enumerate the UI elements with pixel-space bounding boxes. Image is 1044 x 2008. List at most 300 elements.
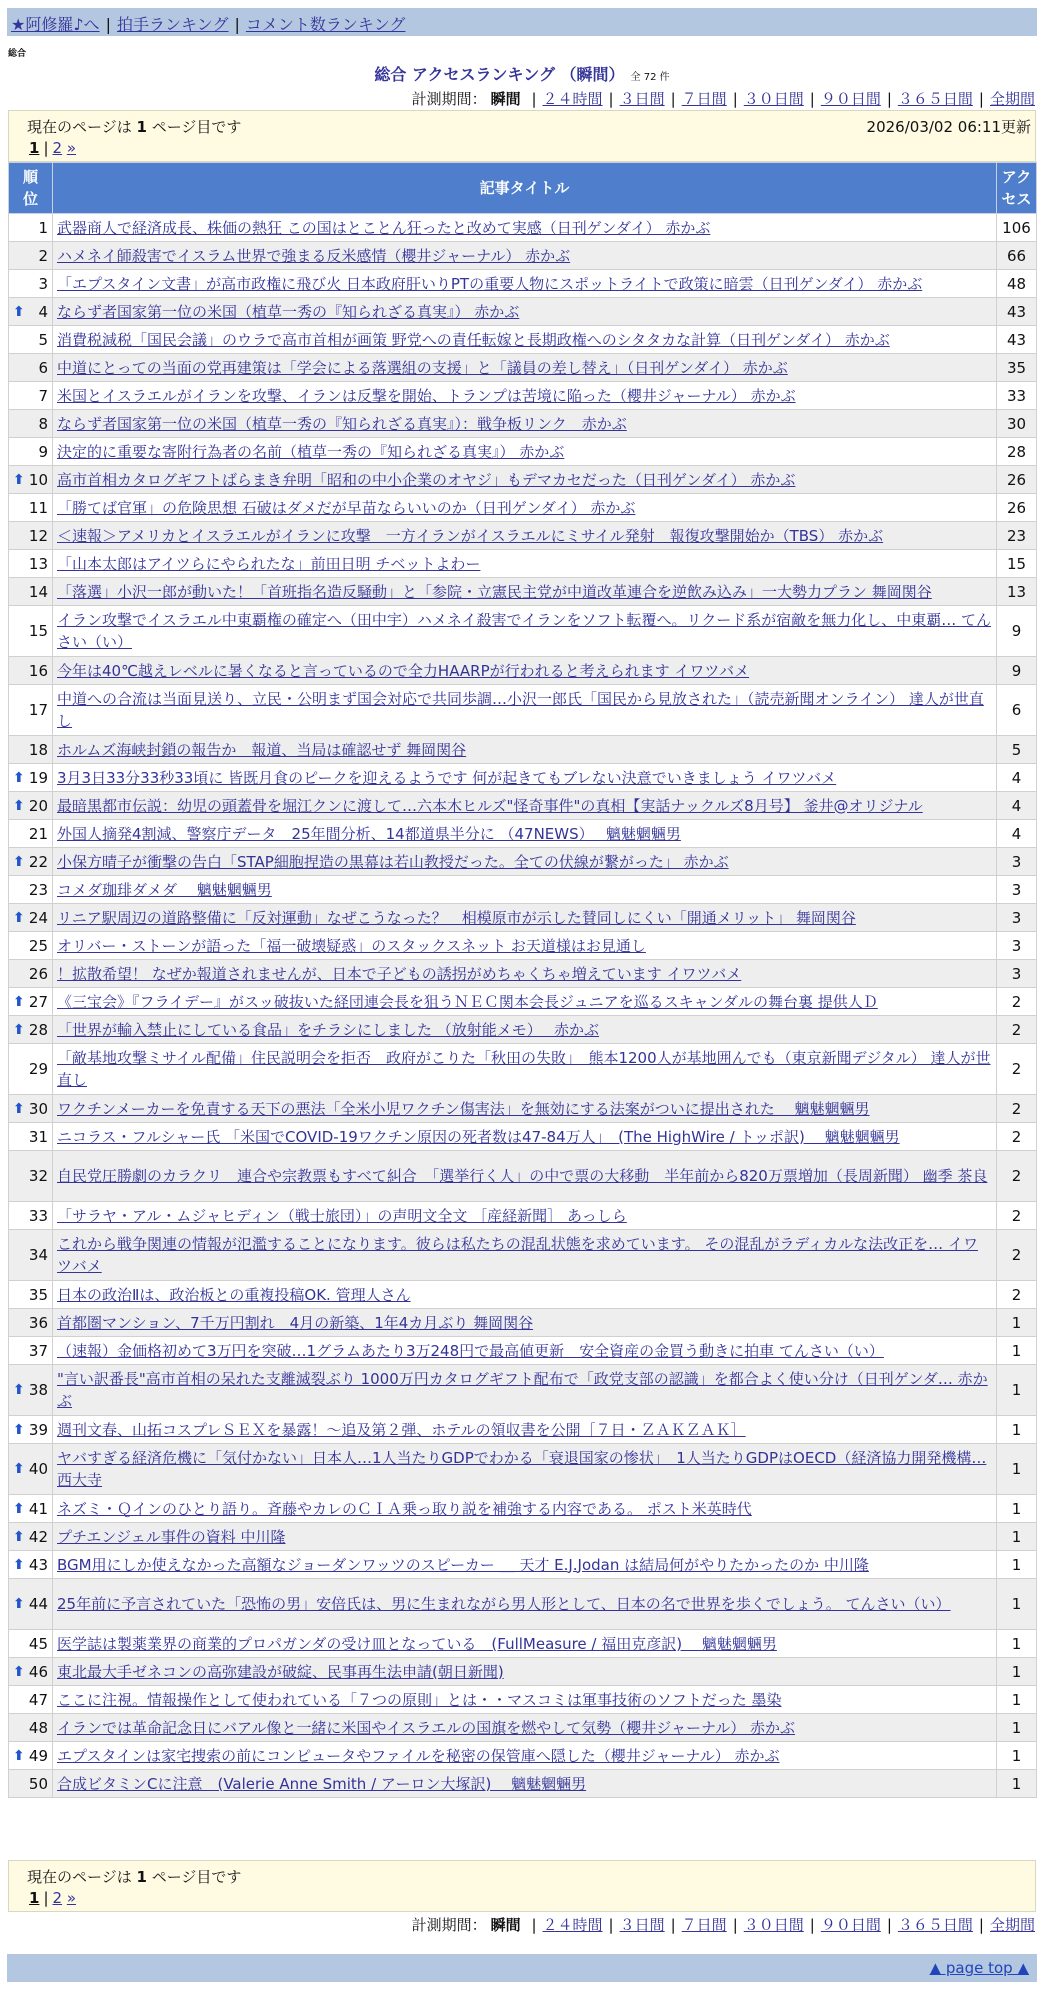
table-row xyxy=(9,1151,1037,1202)
rank-cell xyxy=(9,1365,53,1416)
nav-applause-ranking-link[interactable]: 拍手ランキング xyxy=(116,15,229,34)
rank-number: 31 xyxy=(28,1127,48,1146)
rank-cell xyxy=(9,214,53,242)
title-cell xyxy=(53,1123,997,1151)
rank-number: 2 xyxy=(38,246,48,265)
rank-cell xyxy=(9,270,53,298)
access-count: 1 xyxy=(997,1742,1037,1770)
rank-cell xyxy=(9,354,53,382)
article-title-link[interactable]: イランでは革命記念日にバアル像と一緒に米国やイスラエルの国旗を燃やして気勢（櫻井ジャーナル） 赤かぶ xyxy=(57,1718,795,1737)
title-cell xyxy=(53,298,997,326)
rank-cell xyxy=(9,578,53,606)
title-cell xyxy=(53,354,997,382)
rank-cell xyxy=(9,606,53,657)
page-info-text xyxy=(27,116,241,137)
title-cell xyxy=(53,1742,997,1770)
article-title-link[interactable]: 中道への合流は当面見送り、立民・公明まず国会対応で共同歩調…小沢一郎氏「国民から見放された」（読売新聞オンライン） 達人が世直し xyxy=(57,690,984,730)
article-title-link[interactable]: 最暗黒都市伝説：幼児の頭蓋骨を堀江クンに渡して…六本木ヒルズ"怪奇事件"の真相【実話ナックルズ8月号】 釜井@オリジナル xyxy=(57,796,923,815)
rank-number: 16 xyxy=(28,661,48,680)
table-row xyxy=(9,438,1037,466)
period-link[interactable]: ３０日間 xyxy=(743,1916,804,1934)
title-cell xyxy=(53,1095,997,1123)
up-arrow-icon: ⬆ xyxy=(13,1747,25,1764)
pager xyxy=(29,1889,76,1907)
article-title-link[interactable]: 週刊文春、山拓コスプレＳＥＸを暴露！～追及第２弾、ホテルの領収書を公開［７日・ＺＡＫＺＡＫ］ xyxy=(57,1420,746,1439)
access-count: 1 xyxy=(997,1444,1037,1495)
rank-number: 40 xyxy=(28,1460,48,1478)
rank-number: 1 xyxy=(38,218,48,237)
title-cell xyxy=(53,1365,997,1416)
article-title-link[interactable]: 外国人摘発4割減、警察庁データ 25年間分析、14都道県半分に （47NEWS） 魑魅魍魎男 xyxy=(57,824,681,843)
rank-cell xyxy=(9,736,53,764)
up-arrow-icon: ⬆ xyxy=(13,303,25,320)
pager xyxy=(29,139,76,157)
access-count: 1 xyxy=(997,1551,1037,1579)
access-count: 4 xyxy=(997,792,1037,820)
up-arrow-icon: ⬆ xyxy=(13,471,25,488)
up-arrow-icon: ⬆ xyxy=(13,1500,25,1517)
up-arrow-icon: ⬆ xyxy=(13,1382,25,1398)
title-cell xyxy=(53,1044,997,1095)
article-title-link[interactable]: ヤバすぎる経済危機に「気付かない」日本人…1人当たりGDPでわかる「衰退国家の惨状」 1人当たりGDPはOECD（経済協力開発機構… 西大寺 xyxy=(57,1449,987,1489)
period-link[interactable]: ３日間 xyxy=(619,90,665,108)
title-cell xyxy=(53,1714,997,1742)
up-arrow-icon: ⬆ xyxy=(13,1461,25,1477)
article-title-link[interactable]: 合成ビタミンCに注意 (Valerie Anne Smith / アーロン大塚訳) 魑魅魍魎男 xyxy=(57,1774,587,1793)
title-cell xyxy=(53,382,997,410)
rank-number: 32 xyxy=(28,1167,48,1185)
table-row xyxy=(9,932,1037,960)
pager-next-link[interactable]: » xyxy=(66,139,77,157)
title-cell xyxy=(53,326,997,354)
rank-number: 47 xyxy=(28,1690,48,1709)
access-count: 23 xyxy=(997,522,1037,550)
access-count: 3 xyxy=(997,876,1037,904)
period-separator: | xyxy=(886,90,892,108)
title-cell xyxy=(53,1016,997,1044)
title-cell xyxy=(53,932,997,960)
table-row xyxy=(9,1095,1037,1123)
pager-separator: | xyxy=(43,139,49,157)
table-row xyxy=(9,354,1037,382)
access-count: 33 xyxy=(997,382,1037,410)
rank-number: 4 xyxy=(38,302,48,321)
rank-number: 39 xyxy=(28,1420,48,1439)
title-cell xyxy=(53,466,997,494)
page-info-box-top xyxy=(8,110,1036,162)
article-title-link[interactable]: コメダ珈琲ダメダ 魑魅魍魎男 xyxy=(57,880,272,899)
rank-cell xyxy=(9,1742,53,1770)
table-row xyxy=(9,522,1037,550)
table-row xyxy=(9,1337,1037,1365)
article-title-link[interactable]: ＜速報＞アメリカとイスラエルがイランに攻撃 一方イランがイスラエルにミサイル発射 報復攻撃開始か（TBS） 赤かぶ xyxy=(57,526,884,545)
up-arrow-icon: ⬆ xyxy=(13,1421,25,1438)
article-title-link[interactable]: 「勝てば官軍」の危険思想 石破はダメだが早苗ならいいのか（日刊ゲンダイ） 赤かぶ xyxy=(57,498,636,517)
table-row xyxy=(9,382,1037,410)
rank-cell xyxy=(9,242,53,270)
title-cell xyxy=(53,494,997,522)
article-title-link[interactable]: 3月3日33分33秒33頃に 皆既月食のピークを迎えるようです 何が起きてもブレない決意でいきましょう イワツバメ xyxy=(57,768,837,787)
table-row xyxy=(9,1016,1037,1044)
rank-number: 5 xyxy=(38,330,48,349)
access-count: 9 xyxy=(997,657,1037,685)
access-count: 1 xyxy=(997,1416,1037,1444)
title-cell xyxy=(53,1551,997,1579)
rank-number: 37 xyxy=(28,1341,48,1360)
title-cell xyxy=(53,270,997,298)
access-count: 1 xyxy=(997,1523,1037,1551)
table-row xyxy=(9,1444,1037,1495)
table-row xyxy=(9,764,1037,792)
rank-number: 14 xyxy=(28,582,48,601)
updated-timestamp: 2026/03/02 06:11更新 xyxy=(866,118,1031,136)
title-cell xyxy=(53,1523,997,1551)
up-arrow-icon: ⬆ xyxy=(13,993,25,1010)
table-row xyxy=(9,1551,1037,1579)
access-count: 1 xyxy=(997,1686,1037,1714)
page-info-prefix: 現在のページは xyxy=(27,118,132,136)
article-title-link[interactable]: 「敵基地攻撃ミサイル配備」住民説明会を拒否 政府がこりた「秋田の失敗」 熊本1200人が基地囲んでも（東京新聞デジタル） 達人が世直し xyxy=(57,1049,991,1089)
rank-cell xyxy=(9,1686,53,1714)
ranking-table xyxy=(8,162,1037,1798)
rank-number: 38 xyxy=(28,1381,48,1399)
page-info-prefix: 現在のページは xyxy=(27,1868,132,1886)
period-link[interactable]: ９０日間 xyxy=(820,90,881,108)
article-title-link[interactable]: リニア駅周辺の道路整備に「反対運動」なぜこうなった？ 相模原市が示した賛同しにくい「開通メリット」 舞岡関谷 xyxy=(57,908,856,927)
nav-separator: | xyxy=(105,15,111,34)
period-link[interactable]: 全期間 xyxy=(989,1916,1035,1934)
table-row xyxy=(9,1230,1037,1281)
rank-number: 43 xyxy=(28,1555,48,1574)
article-title-link[interactable]: 25年前に予言されていた「恐怖の男」安倍氏は、男に生まれながら男人形として、日本の名で世界を歩くでしょう。 てんさい（い） xyxy=(57,1595,951,1613)
period-link[interactable]: ２４時間 xyxy=(542,90,603,108)
table-row xyxy=(9,214,1037,242)
period-link[interactable]: ３６５日間 xyxy=(897,1916,973,1934)
access-count: 1 xyxy=(997,1658,1037,1686)
rank-number: 41 xyxy=(28,1499,48,1518)
article-title-link[interactable]: 「エプスタイン文書」が高市政権に飛び火 日本政府肝いりPTの重要人物にスポットライトで政策に暗雲（日刊ゲンダイ） 赤かぶ xyxy=(57,274,923,293)
access-count: 35 xyxy=(997,354,1037,382)
rank-number: 45 xyxy=(28,1634,48,1653)
page-info-suffix: ページ目です xyxy=(151,118,242,136)
rank-number: 44 xyxy=(28,1595,48,1613)
article-title-link[interactable]: 《三宝会》『フライデー』がスッ破抜いた経団連会長を狙うＮＥＣ関本会長ジュニアを巡るスキャンダルの舞台裏 提供人Ｄ xyxy=(57,992,878,1011)
access-count: 1 xyxy=(997,1365,1037,1416)
access-count: 5 xyxy=(997,736,1037,764)
article-title-link[interactable]: ホルムズ海峡封鎖の報告か 報道、当局は確認せず 舞岡関谷 xyxy=(57,740,467,759)
access-count: 1 xyxy=(997,1630,1037,1658)
rank-cell xyxy=(9,685,53,736)
title-cell xyxy=(53,1416,997,1444)
rank-number: 18 xyxy=(28,740,48,759)
access-count: 2 xyxy=(997,1202,1037,1230)
article-title-link[interactable]: プチエンジェル事件の資料 中川隆 xyxy=(57,1527,286,1546)
period-separator: | xyxy=(531,1916,537,1934)
article-title-link[interactable]: イラン攻撃でイスラエル中東覇権の確定へ（田中宇）ハメネイ殺害でイランをソフト転覆へ。リクード系が宿敵を無力化し、中東覇… てんさい（い） xyxy=(57,611,992,651)
period-separator: | xyxy=(809,90,815,108)
article-title-link[interactable]: 「世界が輸入禁止にしている食品」をチラシにしました （放射能メモ） 赤かぶ xyxy=(57,1020,600,1039)
table-row xyxy=(9,1714,1037,1742)
article-title-link[interactable]: "言い訳番長"高市首相の呆れた支離滅裂ぶり 1000万円カタログギフト配布で「政党支部の認識」を都合よく使い分け（日刊ゲンダ… 赤かぶ xyxy=(57,1370,988,1410)
ranking-title-text: 総合 アクセスランキング （瞬間） xyxy=(374,65,625,84)
up-arrow-icon: ⬆ xyxy=(13,769,25,786)
access-count: 3 xyxy=(997,960,1037,988)
rank-number: 50 xyxy=(28,1774,48,1793)
pager-next-link[interactable]: » xyxy=(66,1889,77,1907)
period-link[interactable]: ７日間 xyxy=(681,90,727,108)
table-row xyxy=(9,1309,1037,1337)
rank-cell xyxy=(9,494,53,522)
table-row xyxy=(9,578,1037,606)
article-title-link[interactable]: 小保方晴子が衝撃の告白「STAP細胞捏造の黒幕は若山教授だった。全ての伏線が繋がった」 赤かぶ xyxy=(57,852,729,871)
article-title-link[interactable]: ネズミ・Ｑインのひとり語り。斉藤やカレのＣＩＡ乗っ取り説を補強する内容である。 ポスト米英時代 xyxy=(57,1499,752,1518)
rank-cell xyxy=(9,1095,53,1123)
page-top-link[interactable]: ▲ page top ▲ xyxy=(929,1959,1029,1977)
rank-number: 12 xyxy=(28,526,48,545)
rank-cell xyxy=(9,932,53,960)
table-row xyxy=(9,1416,1037,1444)
rank-number: 21 xyxy=(28,824,48,843)
nav-comment-ranking-link[interactable]: コメント数ランキング xyxy=(245,15,406,34)
rank-cell xyxy=(9,1309,53,1337)
rank-cell xyxy=(9,298,53,326)
rank-cell xyxy=(9,438,53,466)
rank-cell xyxy=(9,1523,53,1551)
table-row xyxy=(9,792,1037,820)
article-title-link[interactable]: 決定的に重要な寄附行為者の名前（植草一秀の『知られざる真実』） 赤かぶ xyxy=(57,442,565,461)
access-count: 3 xyxy=(997,932,1037,960)
rank-cell xyxy=(9,1281,53,1309)
nav-home-link[interactable]: ★阿修羅♪へ xyxy=(11,15,100,34)
title-cell xyxy=(53,764,997,792)
table-row xyxy=(9,1365,1037,1416)
table-row xyxy=(9,242,1037,270)
article-title-link[interactable]: 日本の政治Ⅱは、政治板との重複投稿OK. 管理人さん xyxy=(57,1285,411,1304)
rank-number: 10 xyxy=(28,470,48,489)
access-count: 4 xyxy=(997,820,1037,848)
article-title-link[interactable]: 「サラヤ・アル・ムジャヒディン（戦士旅団）」の声明文全文 ［産経新聞］ あっしら xyxy=(57,1206,627,1225)
table-row xyxy=(9,1523,1037,1551)
table-row xyxy=(9,1281,1037,1309)
title-cell xyxy=(53,1281,997,1309)
rank-number: 23 xyxy=(28,880,48,899)
rank-cell xyxy=(9,820,53,848)
ranking-title xyxy=(0,62,1044,85)
article-title-link[interactable]: 首都圏マンション、7千万円割れ 4月の新築、1年4カ月ぶり 舞岡関谷 xyxy=(57,1313,534,1332)
access-count: 3 xyxy=(997,848,1037,876)
article-title-link[interactable]: 中道にとっての当面の党再建策は「学会による落選組の支援」と「議員の差し替え」（日刊ゲンダイ） 赤かぶ xyxy=(57,358,788,377)
period-link[interactable]: ２４時間 xyxy=(542,1916,603,1934)
footer-bar xyxy=(7,1954,1037,1982)
rank-cell xyxy=(9,876,53,904)
article-title-link[interactable]: 「山本太郎はアイツらにやられたな」前田日明 チベットよわー xyxy=(57,554,481,573)
title-header: 記事タイトル xyxy=(53,163,997,214)
table-row xyxy=(9,1742,1037,1770)
period-separator: | xyxy=(732,1916,738,1934)
period-selector-bottom xyxy=(412,1914,1035,1935)
rank-number: 35 xyxy=(28,1285,48,1304)
rank-cell xyxy=(9,550,53,578)
count-header-line1: アク xyxy=(1001,168,1032,186)
access-count: 66 xyxy=(997,242,1037,270)
pager-current-page: 1 xyxy=(29,139,40,157)
title-cell xyxy=(53,1444,997,1495)
rank-header-line1: 順 xyxy=(22,168,38,186)
rank-number: 17 xyxy=(28,701,48,719)
period-separator: | xyxy=(608,1916,614,1934)
table-row xyxy=(9,494,1037,522)
rank-cell xyxy=(9,1202,53,1230)
rank-cell xyxy=(9,466,53,494)
rank-number: 42 xyxy=(28,1527,48,1546)
title-cell xyxy=(53,1230,997,1281)
access-count: 43 xyxy=(997,326,1037,354)
pager-page-2-link[interactable]: 2 xyxy=(52,139,63,157)
article-title-link[interactable]: ワクチンメーカーを免責する天下の悪法「全米小児ワクチン傷害法」を無効にする法案がついに提出された 魑魅魍魎男 xyxy=(57,1099,870,1118)
period-separator: | xyxy=(978,1916,984,1934)
pager-page-2-link[interactable]: 2 xyxy=(52,1889,63,1907)
rank-number: 28 xyxy=(28,1020,48,1039)
rank-cell xyxy=(9,1337,53,1365)
period-link[interactable]: ３６５日間 xyxy=(897,90,973,108)
period-label: 計測期間： xyxy=(411,90,487,108)
access-count: 6 xyxy=(997,685,1037,736)
title-cell xyxy=(53,1686,997,1714)
rank-cell xyxy=(9,1551,53,1579)
article-title-link[interactable]: 消費税減税「国民会議」のウラで高市首相が画策 野党への責任転嫁と長期政権へのシタタカな計算（日刊ゲンダイ） 赤かぶ xyxy=(57,330,890,349)
article-title-link[interactable]: 東北最大手ゼネコンの高弥建設が破綻、民事再生法申請(朝日新聞) xyxy=(57,1662,504,1681)
up-arrow-icon: ⬆ xyxy=(13,1021,25,1038)
article-title-link[interactable]: オリバー・ストーンが語った「福一破壊疑惑」のスタックスネット お天道様はお見通し xyxy=(57,936,646,955)
period-separator: | xyxy=(608,90,614,108)
table-row xyxy=(9,1044,1037,1095)
rank-cell xyxy=(9,764,53,792)
top-nav-bar xyxy=(7,8,1037,36)
article-title-link[interactable]: 武器商人で経済成長、株価の熱狂 この国はとことん狂ったと改めて実感（日刊ゲンダイ） 赤かぶ xyxy=(57,218,711,237)
rank-cell xyxy=(9,960,53,988)
article-title-link[interactable]: ここに注視。情報操作として使われている「７つの原則」とは・・マスコミは軍事技術のソフトだった 墨染 xyxy=(57,1690,782,1709)
rank-number: 11 xyxy=(28,498,48,517)
rank-number: 33 xyxy=(28,1206,48,1225)
up-arrow-icon: ⬆ xyxy=(13,797,25,814)
title-cell xyxy=(53,550,997,578)
rank-number: 6 xyxy=(38,358,48,377)
access-count: 1 xyxy=(997,1579,1037,1630)
title-cell xyxy=(53,736,997,764)
rank-header xyxy=(9,163,53,214)
rank-cell xyxy=(9,1495,53,1523)
article-title-link[interactable]: （速報）金価格初めて3万円を突破…1グラムあたり3万248円で最高値更新 安全資産の金買う動きに拍車 てんさい（い） xyxy=(57,1341,884,1360)
table-row xyxy=(9,1495,1037,1523)
table-row xyxy=(9,848,1037,876)
access-count: 1 xyxy=(997,1309,1037,1337)
rank-number: 22 xyxy=(28,852,48,871)
rank-cell xyxy=(9,1658,53,1686)
rank-number: 27 xyxy=(28,992,48,1011)
access-count: 9 xyxy=(997,606,1037,657)
article-title-link[interactable]: ニコラス・フルシャー氏 「米国でCOVID-19ワクチン原因の死者数は47-84万人」 (The HighWire / トッポ訳) 魑魅魍魎男 xyxy=(57,1127,900,1146)
rank-cell xyxy=(9,1123,53,1151)
title-cell xyxy=(53,1337,997,1365)
rank-number: 29 xyxy=(28,1060,48,1078)
period-separator: | xyxy=(670,1916,676,1934)
page-info-number: 1 xyxy=(136,118,147,136)
article-title-link[interactable]: ！拡散希望！ なぜか報道されませんが、日本で子どもの誘拐がめちゃくちゃ増えています イワツバメ xyxy=(57,964,742,983)
table-row xyxy=(9,270,1037,298)
article-title-link[interactable]: 今年は40℃越えレベルに暑くなると言っているので全力HAARPが行われると考えられます イワツバメ xyxy=(57,661,750,680)
access-count: 1 xyxy=(997,1714,1037,1742)
period-link[interactable]: ３日間 xyxy=(619,1916,665,1934)
rank-number: 8 xyxy=(38,414,48,433)
title-cell xyxy=(53,242,997,270)
title-cell xyxy=(53,1630,997,1658)
article-title-link[interactable]: ならず者国家第一位の米国（植草一秀の『知られざる真実』） 赤かぶ xyxy=(57,302,520,321)
period-link[interactable]: ７日間 xyxy=(681,1916,727,1934)
rank-cell xyxy=(9,848,53,876)
title-cell xyxy=(53,1770,997,1798)
article-title-link[interactable]: 医学誌は製薬業界の商業的プロパガンダの受け皿となっている (FullMeasure / 福田克彦訳) 魑魅魍魎男 xyxy=(57,1634,777,1653)
page-info-box-bottom xyxy=(8,1860,1036,1912)
title-cell xyxy=(53,960,997,988)
rank-number: 7 xyxy=(38,386,48,405)
period-link[interactable]: ９０日間 xyxy=(820,1916,881,1934)
period-separator: | xyxy=(531,90,537,108)
access-count: 2 xyxy=(997,988,1037,1016)
article-title-link[interactable]: 自民党圧勝劇のカラクリ 連合や宗教票もすべて糾合 「選挙行く人」の中で票の大移動 半年前から820万票増加（長周新聞） 幽季 茶良 xyxy=(57,1167,988,1185)
table-row xyxy=(9,550,1037,578)
period-link[interactable]: 全期間 xyxy=(989,90,1035,108)
rank-number: 24 xyxy=(28,908,48,927)
article-title-link[interactable]: これから戦争関連の情報が氾濫することになります。彼らは私たちの混乱状態を求めています。 その混乱がラディカルな法改正を… イワツバメ xyxy=(57,1235,978,1275)
article-title-link[interactable]: 「落選」小沢一郎が動いた！「首班指名造反騒動」と「参院・立憲民主党が中道改革連合を逆飲み込み」一大勢力プラン 舞岡関谷 xyxy=(57,582,932,601)
rank-number: 30 xyxy=(28,1099,48,1118)
article-title-link[interactable]: ならず者国家第一位の米国（植草一秀の『知られざる真実』）：戦争板リンク 赤かぶ xyxy=(57,414,627,433)
period-current: 瞬間 xyxy=(490,90,521,108)
access-count: 1 xyxy=(997,1770,1037,1798)
access-count: 2 xyxy=(997,1095,1037,1123)
title-cell xyxy=(53,1579,997,1630)
table-row xyxy=(9,1123,1037,1151)
title-cell xyxy=(53,988,997,1016)
rank-number: 26 xyxy=(28,964,48,983)
rank-cell xyxy=(9,382,53,410)
table-row xyxy=(9,736,1037,764)
rank-number: 3 xyxy=(38,274,48,293)
title-cell xyxy=(53,848,997,876)
pager-separator: | xyxy=(43,1889,49,1907)
title-cell xyxy=(53,1202,997,1230)
table-row xyxy=(9,298,1037,326)
access-count: 30 xyxy=(997,410,1037,438)
article-title-link[interactable]: BGM用にしか使えなかった高額なジョーダンワッツのスピーカー ＿ 天才 E.J.Jodan は結局何がやりたかったのか 中川隆 xyxy=(57,1555,869,1574)
title-cell xyxy=(53,904,997,932)
rank-cell xyxy=(9,522,53,550)
access-count: 2 xyxy=(997,1230,1037,1281)
article-title-link[interactable]: 米国とイスラエルがイランを攻撃、イランは反撃を開始、トランプは苦境に陥った（櫻井ジャーナル） 赤かぶ xyxy=(57,386,796,405)
title-cell xyxy=(53,606,997,657)
page-info-text xyxy=(27,1866,241,1887)
article-title-link[interactable]: ハメネイ師殺害でイスラム世界で強まる反米感情（櫻井ジャーナル） 赤かぶ xyxy=(57,246,571,265)
rank-cell xyxy=(9,1230,53,1281)
period-link[interactable]: ３０日間 xyxy=(743,90,804,108)
article-title-link[interactable]: エプスタインは家宅捜索の前にコンピュータやファイルを秘密の保管庫へ隠した（櫻井ジャーナル） 赤かぶ xyxy=(57,1746,780,1765)
access-count: 4 xyxy=(997,764,1037,792)
title-cell xyxy=(53,1658,997,1686)
pager-current-page: 1 xyxy=(29,1889,40,1907)
rank-number: 9 xyxy=(38,442,48,461)
article-title-link[interactable]: 高市首相カタログギフトばらまき弁明「昭和の中小企業のオヤジ」もデマカセだった（日刊ゲンダイ） 赤かぶ xyxy=(57,470,796,489)
count-header-line2: セス xyxy=(1001,190,1032,208)
